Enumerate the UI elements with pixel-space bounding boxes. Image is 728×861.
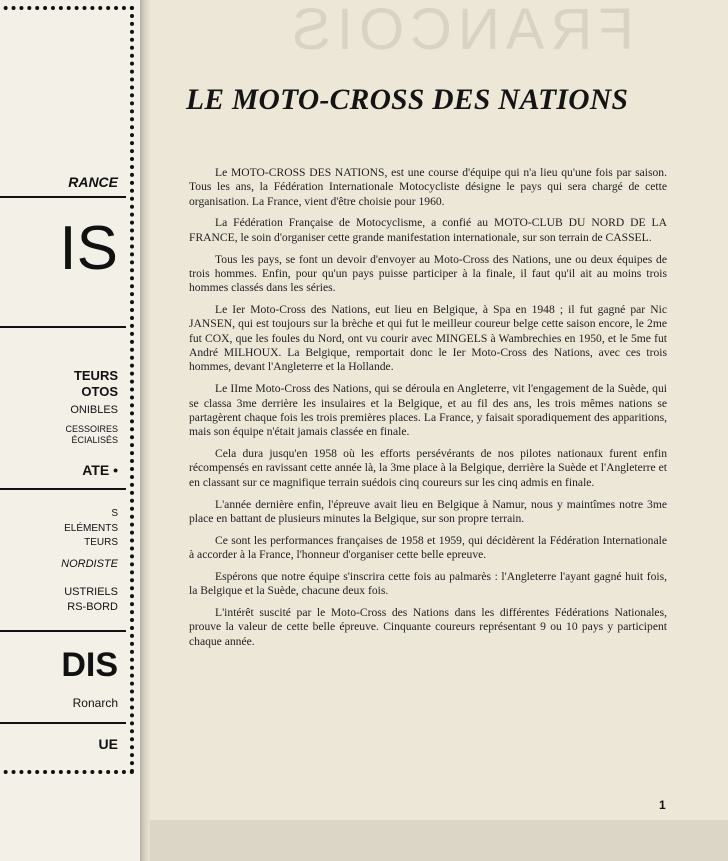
ad-line-s: S xyxy=(111,508,118,519)
ad-line-cessoires: CESSOIRES xyxy=(65,424,118,434)
article-title: LE MOTO-CROSS DES NATIONS xyxy=(186,84,629,116)
paragraph: L'intérêt suscité par le Moto-Cross des Nations dans les différentes Fédérations Nationales, prouve la valeur de cette belle épreuve. Cinquante coureurs représentant 9 ou 10 pays y participent chaque année. xyxy=(189,606,667,648)
paragraph: Le Ier Moto-Cross des Nations, eut lieu en Belgique, à Spa en 1948 ; il fut gagné par Nic JANSEN, qui est toujours sur la brèche et qui fut le meilleur coureur belge cette saison encore, le 2me fut COX, que les foules du Nord, ont vu courir avec MINGELS à Wambrechies en 1950, et le 5me fut André MILHOUX. La Belgique, remportait donc le Ier Moto-Cross des Nations, avec ces trois hommes, devant l'Angleterre et la Hollande. xyxy=(189,303,667,374)
paragraph: Le IIme Moto-Cross des Nations, qui se déroula en Angleterre, vit l'engagement de la Suède, qui se classa 3me derrière les insulaires et la Belgique, et au fil des ans, les trois mêmes nations se partagèrent chaque fois les trois premières places. La France, y faisait sporadiquement des apparitions, mais son équipe n'était jamais classée en finale. xyxy=(189,382,667,439)
ad-line-rs-bord: RS-BORD xyxy=(67,601,118,613)
ad-divider xyxy=(0,326,126,328)
ad-line-ronarch: Ronarch xyxy=(72,696,118,710)
article-body xyxy=(189,166,667,657)
ad-divider xyxy=(0,722,126,724)
ad-divider xyxy=(0,630,126,632)
ad-line-ate: ATE • xyxy=(82,462,118,478)
page-number: 1 xyxy=(659,798,666,812)
adjacent-page-advertisement xyxy=(0,0,140,861)
paragraph: Tous les pays, se font un devoir d'envoyer au Moto-Cross des Nations, une ou deux équipes de trois hommes. Enfin, pour qu'un pays puisse participer à la finale, il faut qu'il ait au moins trois hommes classés dans les séries. xyxy=(189,252,667,295)
ad-line-dis: DIS xyxy=(61,646,118,684)
paragraph: La Fédération Française de Motocyclisme, a confié au MOTO-CLUB DU NORD DE LA FRANCE, le soin d'organiser cette grande manifestation internationale, sur son terrain de CASSEL. xyxy=(189,216,667,244)
book-gutter xyxy=(140,0,150,861)
ad-line-is: IS xyxy=(59,214,118,283)
ad-line-ecialises: ÉCIALISÉS xyxy=(71,435,118,445)
paragraph: L'année dernière enfin, l'épreuve avait lieu en Belgique à Namur, nous y maintîmes notre 3me place en battant de plusieurs minutes la Belgique, sur son propre terrain. xyxy=(189,497,667,525)
paragraph: Cela dura jusqu'en 1958 où les efforts persévérants de nos pilotes nationaux furent enfin récompensés en ravissant cette année là, la 3me place à la Belgique, derrière la Suède et l'Angleterre et en classant sur ce magnifique terrain suédois cinq coureurs sur les cinq admis en finale. xyxy=(189,447,667,489)
ad-divider xyxy=(0,488,126,490)
page-bottom-edge xyxy=(150,820,728,861)
bleed-through-header: FRANCOIS xyxy=(286,0,634,62)
ad-line-elements: ELÉMENTS xyxy=(64,523,118,534)
ad-divider xyxy=(0,196,126,198)
ad-line-otos: OTOS xyxy=(81,384,118,399)
paragraph: Ce sont les performances françaises de 1958 et 1959, qui décidèrent la Fédération Internationale à accorder à la France, l'honneur d'organiser cette belle epreuve. xyxy=(189,533,667,561)
ad-line-nordiste: NORDISTE xyxy=(61,558,118,570)
ad-line-teurs-2: TEURS xyxy=(84,537,118,548)
ad-line-teurs: TEURS xyxy=(73,368,118,383)
ad-line-ue: UE xyxy=(98,736,118,752)
ad-border xyxy=(0,6,134,774)
article-page xyxy=(150,0,728,861)
ad-line-rance: RANCE xyxy=(68,174,118,190)
ad-line-ustriels: USTRIELS xyxy=(64,586,118,598)
paragraph: Le MOTO-CROSS DES NATIONS, est une course d'équipe qui n'a lieu qu'une fois par saison. Tous les ans, la Fédération Internationale Motocycliste désigne le pays qui sera chargé de cette organisation. La France, vient d'être choisie pour 1960. xyxy=(189,166,667,208)
ad-line-onibles: ONIBLES xyxy=(70,404,118,416)
paragraph: Espérons que notre équipe s'inscrira cette fois au palmarès : l'Angleterre l'ayant gagné huit fois, la Belgique et la Suède, chacune deux fois. xyxy=(189,569,667,598)
